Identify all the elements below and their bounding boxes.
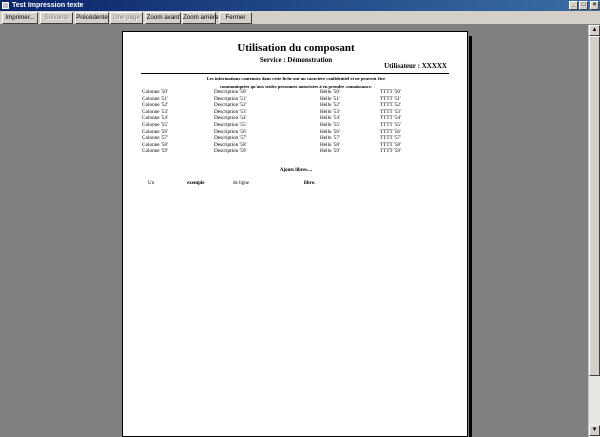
cell-tttt: TTTT '55' [380, 121, 401, 128]
cell-colonne: Colonne '53' [142, 108, 168, 115]
cell-colonne: Colonne '51' [142, 95, 168, 102]
cell-colonne: Colonne '59' [142, 148, 168, 155]
document-service: Service : Démonstration [259, 56, 333, 64]
free-word: exemple [187, 181, 205, 186]
page-shadow [469, 36, 472, 437]
table-row [142, 142, 452, 149]
cell-tttt: TTTT '52' [380, 102, 401, 109]
scroll-thumb[interactable] [589, 36, 600, 376]
scroll-up-icon[interactable]: ▲ [589, 25, 600, 36]
next-page-button[interactable]: Suivante [40, 12, 73, 24]
print-button[interactable]: Imprimer... [2, 12, 38, 24]
window-titlebar [0, 0, 600, 11]
cell-description: Description '51' [214, 95, 247, 102]
zoom-in-button[interactable]: Zoom avant [145, 12, 181, 24]
table-row [142, 89, 452, 96]
cell-description: Description '57' [214, 135, 247, 142]
cell-description: Description '54' [214, 115, 247, 122]
free-word: Un [148, 181, 155, 186]
data-table [142, 89, 452, 155]
table-row [142, 109, 452, 116]
cell-hello: Hello '53' [320, 108, 340, 115]
cell-tttt: TTTT '59' [380, 148, 401, 155]
maximize-button[interactable]: □ [579, 1, 588, 10]
cell-description: Description '50' [214, 89, 247, 95]
cell-description: Description '52' [214, 102, 247, 109]
table-row [142, 129, 452, 136]
cell-description: Description '55' [214, 121, 247, 128]
cell-hello: Hello '56' [320, 128, 340, 135]
cell-colonne: Colonne '58' [142, 141, 168, 148]
cell-colonne: Colonne '57' [142, 135, 168, 142]
close-button[interactable]: × [590, 1, 599, 10]
cell-hello: Hello '50' [320, 89, 340, 95]
cell-colonne: Colonne '56' [142, 128, 168, 135]
cell-colonne: Colonne '52' [142, 102, 168, 109]
added-lines-heading: Ajouts libres.... [279, 168, 313, 173]
notice-line: Les informations contenues dans cette fiche ont un caractère confidentiel et ne peuvent être [206, 76, 386, 81]
cell-tttt: TTTT '50' [380, 89, 401, 95]
free-word: de ligne [233, 181, 249, 186]
cell-colonne: Colonne '54' [142, 115, 168, 122]
zoom-out-button[interactable]: Zoom arrière [182, 12, 216, 24]
table-row [142, 122, 452, 129]
cell-description: Description '59' [214, 148, 247, 155]
cell-description: Description '56' [214, 128, 247, 135]
table-row [142, 102, 452, 109]
app-icon [2, 2, 9, 9]
table-row [142, 148, 452, 155]
header-divider [141, 73, 449, 74]
document-title: Utilisation du composant [237, 42, 355, 54]
free-line [148, 181, 448, 189]
cell-colonne: Colonne '55' [142, 121, 168, 128]
cell-tttt: TTTT '57' [380, 135, 401, 142]
cell-hello: Hello '58' [320, 141, 340, 148]
scroll-down-icon[interactable]: ▼ [589, 425, 600, 436]
previous-page-button[interactable]: Précédente [75, 12, 109, 24]
cell-hello: Hello '59' [320, 148, 340, 155]
free-word: libre. [304, 181, 316, 186]
cell-tttt: TTTT '56' [380, 128, 401, 135]
cell-description: Description '58' [214, 141, 247, 148]
table-row [142, 115, 452, 122]
cell-tttt: TTTT '54' [380, 115, 401, 122]
preview-toolbar [0, 11, 600, 25]
close-preview-button[interactable]: Fermer [219, 12, 252, 24]
cell-hello: Hello '57' [320, 135, 340, 142]
table-row [142, 135, 452, 142]
cell-hello: Hello '51' [320, 95, 340, 102]
cell-tttt: TTTT '58' [380, 141, 401, 148]
window-title: Test Impression texte [12, 2, 84, 9]
document-user: Utilisateur : XXXXX [384, 62, 447, 70]
cell-hello: Hello '55' [320, 121, 340, 128]
one-page-button[interactable]: Une page [110, 12, 143, 24]
cell-hello: Hello '52' [320, 102, 340, 109]
cell-colonne: Colonne '50' [142, 89, 168, 95]
cell-tttt: TTTT '53' [380, 108, 401, 115]
notice-line: communiquées qu'aux seules personnes autorisées à en prendre connaissance. [219, 84, 373, 89]
cell-tttt: TTTT '51' [380, 95, 401, 102]
table-row [142, 96, 452, 103]
vertical-scrollbar[interactable] [588, 25, 600, 437]
cell-hello: Hello '54' [320, 115, 340, 122]
minimize-button[interactable]: _ [569, 1, 578, 10]
document-page [122, 31, 468, 437]
cell-description: Description '53' [214, 108, 247, 115]
